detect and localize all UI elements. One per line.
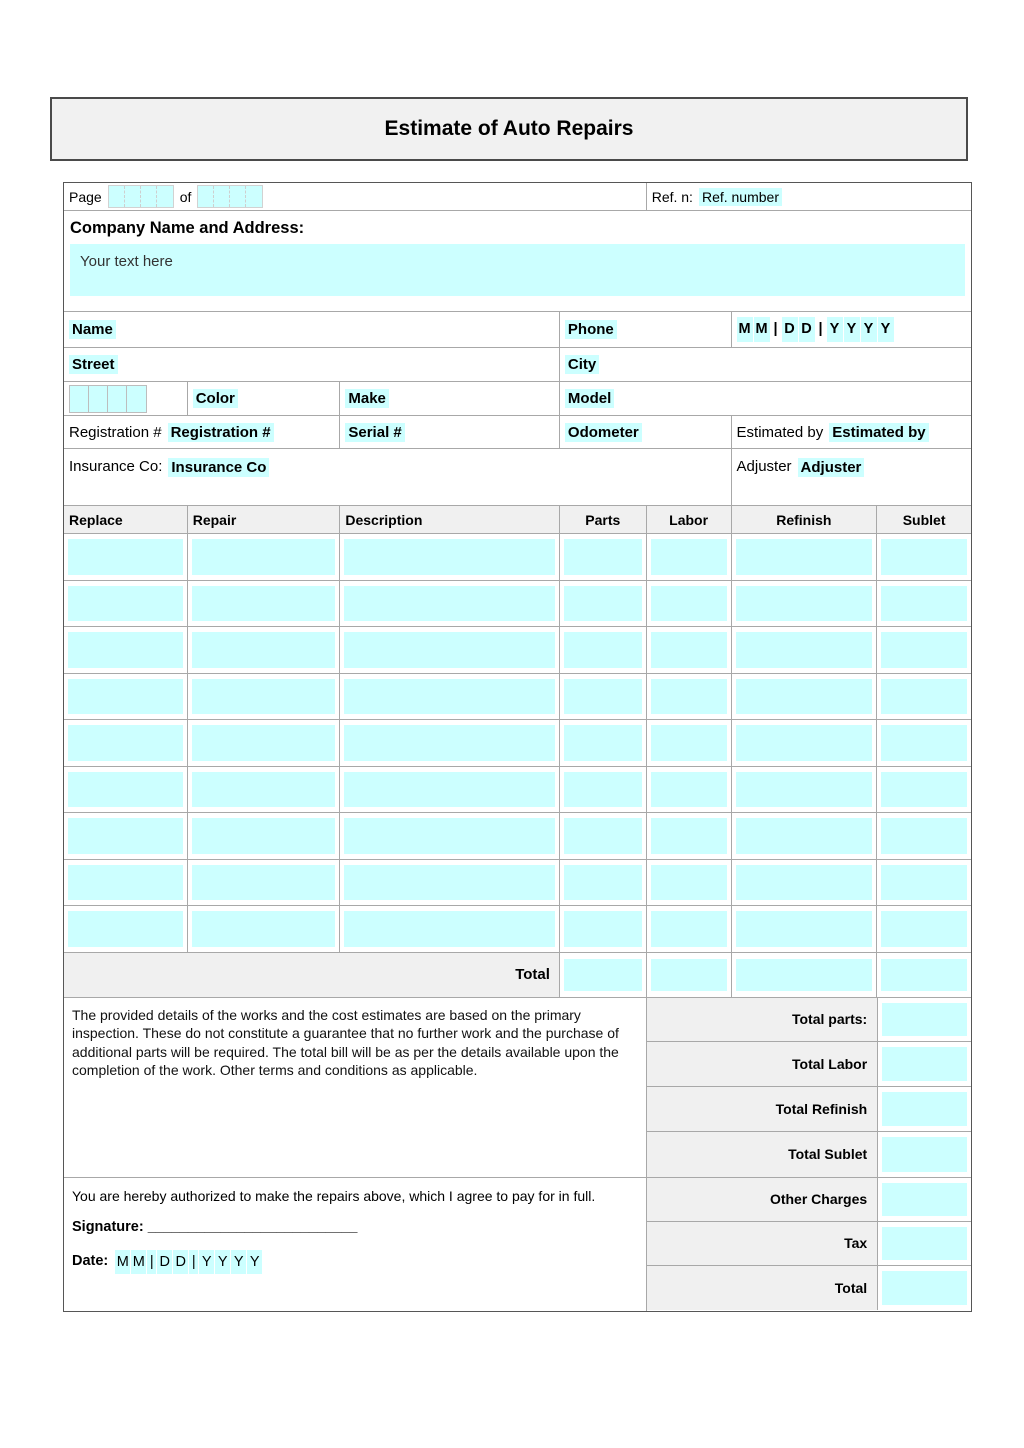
description-input[interactable] xyxy=(344,725,555,761)
description-cell xyxy=(340,813,560,859)
registration-field[interactable]: Registration # xyxy=(168,423,274,442)
total-labor-value-cell xyxy=(877,1042,971,1086)
column-header-repair: Repair xyxy=(188,506,341,533)
replace-input[interactable] xyxy=(68,679,183,715)
description-cell xyxy=(340,627,560,673)
total-parts-value-cell xyxy=(877,998,971,1042)
description-cell xyxy=(340,860,560,906)
city-field[interactable]: City xyxy=(565,355,599,374)
total-labor-field[interactable] xyxy=(882,1047,967,1081)
repair-cell xyxy=(188,860,341,906)
sublet-cell xyxy=(877,767,971,813)
insurance-row xyxy=(64,449,971,506)
refinish-input[interactable] xyxy=(736,818,873,854)
date-label: Date: xyxy=(72,1253,109,1270)
estimate-table-row xyxy=(64,813,971,860)
replace-cell xyxy=(64,534,188,580)
total-sublet-field[interactable] xyxy=(882,1137,967,1172)
company-section xyxy=(64,211,971,311)
phone-field[interactable]: Phone xyxy=(565,320,617,339)
page-total-cell[interactable] xyxy=(246,186,262,207)
registration-cell xyxy=(64,416,340,448)
sublet-input[interactable] xyxy=(881,632,967,668)
total-parts-cell xyxy=(560,953,647,997)
replace-cell xyxy=(64,581,188,627)
labor-input[interactable] xyxy=(651,586,727,622)
color-cell xyxy=(188,382,341,415)
totals-row xyxy=(647,1042,971,1087)
description-input[interactable] xyxy=(344,772,555,808)
replace-input[interactable] xyxy=(68,772,183,808)
repair-cell xyxy=(188,581,341,627)
labor-cell xyxy=(647,674,732,720)
labor-cell xyxy=(647,906,732,952)
date-char-cell[interactable]: D xyxy=(799,317,815,342)
labor-input[interactable] xyxy=(651,725,727,761)
ref-number-section xyxy=(647,183,971,210)
sublet-cell xyxy=(877,674,971,720)
parts-cell xyxy=(560,534,647,580)
labor-input[interactable] xyxy=(651,679,727,715)
registration-row xyxy=(64,416,971,449)
labor-cell xyxy=(647,813,732,859)
page-total-cell[interactable] xyxy=(214,186,230,207)
refinish-cell xyxy=(732,860,878,906)
repair-input[interactable] xyxy=(192,772,336,808)
page-number-section xyxy=(64,183,647,210)
odometer-field[interactable]: Odometer xyxy=(565,423,642,442)
labor-input[interactable] xyxy=(651,632,727,668)
totals-row xyxy=(647,1087,971,1132)
repair-cell xyxy=(188,534,341,580)
sublet-cell xyxy=(877,813,971,859)
registration-label: Registration # xyxy=(69,423,162,441)
estimate-table-row xyxy=(64,906,971,953)
column-header-replace: Replace xyxy=(64,506,188,533)
total-row-label: Total xyxy=(64,953,560,997)
sublet-cell xyxy=(877,581,971,627)
description-input[interactable] xyxy=(344,679,555,715)
year-field[interactable] xyxy=(69,385,147,413)
estimate-date-cell xyxy=(732,312,971,347)
parts-cell xyxy=(560,581,647,627)
sublet-cell xyxy=(877,720,971,766)
serial-cell xyxy=(340,416,560,448)
date-char-cell[interactable]: M xyxy=(115,1250,130,1274)
year-digit-cell[interactable] xyxy=(70,386,89,412)
labor-input[interactable] xyxy=(651,865,727,901)
description-input[interactable] xyxy=(344,911,555,947)
repair-input[interactable] xyxy=(192,818,336,854)
parts-input[interactable] xyxy=(564,632,642,668)
sublet-input[interactable] xyxy=(881,818,967,854)
labor-input[interactable] xyxy=(651,818,727,854)
grand-total-value-cell xyxy=(877,1266,971,1310)
refinish-input[interactable] xyxy=(736,725,873,761)
refinish-cell xyxy=(732,534,878,580)
labor-cell xyxy=(647,534,732,580)
vehicle-row xyxy=(64,382,971,416)
estimate-table-row xyxy=(64,674,971,721)
total-sublet-input[interactable] xyxy=(881,959,967,991)
date-char-cell[interactable]: Y xyxy=(861,317,877,342)
repair-input[interactable] xyxy=(192,586,336,622)
signature-label: Signature: xyxy=(72,1218,144,1235)
parts-cell xyxy=(560,906,647,952)
sublet-cell xyxy=(877,906,971,952)
replace-input[interactable] xyxy=(68,632,183,668)
authorization-totals-row xyxy=(64,1178,971,1311)
make-field[interactable]: Make xyxy=(345,389,389,408)
year-cell xyxy=(64,382,188,415)
ref-number-field[interactable]: Ref. number xyxy=(699,188,782,206)
replace-input[interactable] xyxy=(68,586,183,622)
authorization-section xyxy=(64,1178,647,1311)
date-separator: | xyxy=(773,321,778,337)
column-header-parts: Parts xyxy=(560,506,647,533)
description-input[interactable] xyxy=(344,539,555,575)
replace-cell xyxy=(64,674,188,720)
parts-cell xyxy=(560,674,647,720)
date-row xyxy=(72,1250,636,1274)
refinish-cell xyxy=(732,906,878,952)
labor-input[interactable] xyxy=(651,772,727,808)
totals-lower-section xyxy=(647,1178,971,1311)
labor-cell xyxy=(647,720,732,766)
page-number-cell[interactable] xyxy=(109,186,125,207)
date-char-cell[interactable]: D xyxy=(157,1250,172,1274)
estimated-by-label: Estimated by xyxy=(736,423,824,441)
description-input[interactable] xyxy=(344,632,555,668)
sublet-input[interactable] xyxy=(881,586,967,622)
repair-input[interactable] xyxy=(192,632,336,668)
date-char-cell[interactable]: Y xyxy=(844,317,860,342)
date-separator: | xyxy=(189,1250,198,1274)
repair-input[interactable] xyxy=(192,725,336,761)
total-refinish-cell xyxy=(732,953,878,997)
labor-cell xyxy=(647,767,732,813)
replace-cell xyxy=(64,906,188,952)
refinish-input[interactable] xyxy=(736,632,873,668)
page-number-cell[interactable] xyxy=(125,186,141,207)
estimate-table-row xyxy=(64,581,971,628)
replace-cell xyxy=(64,720,188,766)
date-separator: | xyxy=(147,1250,156,1274)
date-char-cell[interactable]: Y xyxy=(878,317,894,342)
refinish-cell xyxy=(732,813,878,859)
total-refinish-label: Total Refinish xyxy=(647,1087,877,1131)
labor-cell xyxy=(647,860,732,906)
name-field[interactable]: Name xyxy=(69,320,116,339)
parts-input[interactable] xyxy=(564,911,642,947)
parts-cell xyxy=(560,627,647,673)
parts-input[interactable] xyxy=(564,772,642,808)
date-char-cell[interactable]: Y xyxy=(231,1250,246,1274)
refinish-cell xyxy=(732,720,878,766)
repair-cell xyxy=(188,627,341,673)
sublet-input[interactable] xyxy=(881,539,967,575)
adjuster-field[interactable]: Adjuster xyxy=(798,458,865,477)
description-cell xyxy=(340,581,560,627)
page-total-field[interactable] xyxy=(197,185,263,208)
estimated-by-cell xyxy=(732,416,971,448)
sublet-cell xyxy=(877,534,971,580)
company-label: Company Name and Address: xyxy=(70,219,305,237)
labor-input[interactable] xyxy=(651,911,727,947)
description-cell xyxy=(340,906,560,952)
date-char-cell[interactable]: Y xyxy=(247,1250,262,1274)
repair-input[interactable] xyxy=(192,539,336,575)
totals-upper-section xyxy=(647,998,971,1177)
total-parts-input[interactable] xyxy=(564,959,642,991)
grand-total-label: Total xyxy=(647,1266,877,1310)
name-phone-row xyxy=(64,312,971,348)
signature-line[interactable]: __________________________ xyxy=(147,1218,358,1235)
of-label: of xyxy=(179,188,192,205)
refinish-cell xyxy=(732,674,878,720)
parts-input[interactable] xyxy=(564,725,642,761)
sublet-cell xyxy=(877,627,971,673)
estimates-table-header xyxy=(64,506,971,534)
estimated-by-field[interactable]: Estimated by xyxy=(829,423,928,442)
date-char-cell[interactable]: M xyxy=(737,317,753,342)
date-char-cell[interactable]: Y xyxy=(215,1250,230,1274)
total-labor-cell xyxy=(647,953,732,997)
terms-totals-row xyxy=(64,998,971,1178)
total-labor-input[interactable] xyxy=(651,959,727,991)
description-cell xyxy=(340,534,560,580)
insurance-cell xyxy=(64,449,732,505)
estimate-table-row xyxy=(64,534,971,581)
date-char-cell[interactable]: M xyxy=(754,317,770,342)
page-label: Page xyxy=(69,188,102,205)
replace-input[interactable] xyxy=(68,539,183,575)
replace-input[interactable] xyxy=(68,725,183,761)
sublet-input[interactable] xyxy=(881,911,967,947)
estimate-table-row xyxy=(64,627,971,674)
parts-cell xyxy=(560,860,647,906)
replace-input[interactable] xyxy=(68,911,183,947)
adjuster-label: Adjuster xyxy=(736,458,792,475)
totals-row xyxy=(647,1132,971,1177)
page-number-cell[interactable] xyxy=(157,186,173,207)
sublet-input[interactable] xyxy=(881,725,967,761)
model-cell xyxy=(560,382,971,415)
column-header-labor: Labor xyxy=(647,506,732,533)
page-number-cell[interactable] xyxy=(141,186,157,207)
refinish-cell xyxy=(732,581,878,627)
parts-input[interactable] xyxy=(564,679,642,715)
totals-row xyxy=(647,998,971,1043)
sublet-input[interactable] xyxy=(881,679,967,715)
replace-cell xyxy=(64,813,188,859)
repair-cell xyxy=(188,906,341,952)
other-charges-field[interactable] xyxy=(882,1183,967,1216)
repair-cell xyxy=(188,674,341,720)
signature-date-field[interactable] xyxy=(115,1250,263,1274)
labor-input[interactable] xyxy=(651,539,727,575)
make-cell xyxy=(340,382,560,415)
description-cell xyxy=(340,674,560,720)
year-digit-cell[interactable] xyxy=(89,386,108,412)
sublet-input[interactable] xyxy=(881,772,967,808)
column-header-description: Description xyxy=(340,506,560,533)
column-header-refinish: Refinish xyxy=(732,506,878,533)
description-cell xyxy=(340,720,560,766)
estimate-table-row xyxy=(64,767,971,814)
city-cell xyxy=(560,348,971,381)
refinish-cell xyxy=(732,767,878,813)
refinish-input[interactable] xyxy=(736,539,873,575)
page-total-cell[interactable] xyxy=(230,186,246,207)
date-char-cell[interactable]: Y xyxy=(199,1250,214,1274)
name-cell xyxy=(64,312,560,347)
serial-field[interactable]: Serial # xyxy=(345,423,404,442)
refinish-input[interactable] xyxy=(736,911,873,947)
totals-row xyxy=(647,1222,971,1266)
sublet-cell xyxy=(877,860,971,906)
tax-field[interactable] xyxy=(882,1227,967,1260)
estimate-date-field[interactable] xyxy=(737,317,895,342)
refinish-input[interactable] xyxy=(736,586,873,622)
street-field[interactable]: Street xyxy=(69,355,118,374)
date-char-cell[interactable]: D xyxy=(173,1250,188,1274)
insurance-field[interactable]: Insurance Co xyxy=(168,458,269,477)
page-ref-row xyxy=(64,183,971,211)
parts-input[interactable] xyxy=(564,865,642,901)
refinish-input[interactable] xyxy=(736,679,873,715)
model-field[interactable]: Model xyxy=(565,389,614,408)
description-input[interactable] xyxy=(344,865,555,901)
parts-input[interactable] xyxy=(564,539,642,575)
repair-input[interactable] xyxy=(192,679,336,715)
ref-label: Ref. n: xyxy=(651,188,693,205)
adjuster-cell xyxy=(732,449,971,505)
refinish-cell xyxy=(732,627,878,673)
page-number-field[interactable] xyxy=(108,185,174,208)
description-cell xyxy=(340,767,560,813)
parts-cell xyxy=(560,720,647,766)
date-char-cell[interactable]: Y xyxy=(827,317,843,342)
estimate-table-row xyxy=(64,720,971,767)
parts-input[interactable] xyxy=(564,586,642,622)
parts-input[interactable] xyxy=(564,818,642,854)
date-char-cell[interactable]: M xyxy=(131,1250,146,1274)
sublet-input[interactable] xyxy=(881,865,967,901)
authorization-text: You are hereby authorized to make the repairs above, which I agree to pay for in full. xyxy=(72,1187,596,1204)
total-sublet-value-cell xyxy=(877,1132,971,1177)
tax-value-cell xyxy=(877,1222,971,1265)
phone-cell xyxy=(560,312,732,347)
refinish-input[interactable] xyxy=(736,772,873,808)
total-parts-field[interactable] xyxy=(882,1003,967,1037)
terms-text: The provided details of the works and the cost estimates are based on the primary inspection. These do not constitute a guarantee that no further work and the purchase of additional parts will be required. The total bill will be as per the details available upon the completion of the work. Other terms and conditions as applicable. xyxy=(64,998,647,1177)
other-charges-label: Other Charges xyxy=(647,1178,877,1221)
color-field[interactable]: Color xyxy=(193,389,238,408)
repair-input[interactable] xyxy=(192,865,336,901)
year-digit-cell[interactable] xyxy=(108,386,127,412)
total-parts-label: Total parts: xyxy=(647,998,877,1042)
replace-input[interactable] xyxy=(68,818,183,854)
replace-input[interactable] xyxy=(68,865,183,901)
replace-cell xyxy=(64,767,188,813)
labor-cell xyxy=(647,627,732,673)
replace-cell xyxy=(64,860,188,906)
repair-cell xyxy=(188,813,341,859)
total-refinish-field[interactable] xyxy=(882,1092,967,1126)
table-total-row xyxy=(64,953,971,998)
parts-cell xyxy=(560,767,647,813)
date-separator: | xyxy=(818,321,823,337)
column-header-sublet: Sublet xyxy=(877,506,971,533)
company-row xyxy=(64,211,971,312)
repair-cell xyxy=(188,720,341,766)
replace-cell xyxy=(64,627,188,673)
labor-cell xyxy=(647,581,732,627)
odometer-cell xyxy=(560,416,732,448)
total-refinish-input[interactable] xyxy=(736,959,873,991)
date-char-cell[interactable]: D xyxy=(782,317,798,342)
refinish-input[interactable] xyxy=(736,865,873,901)
form-title-box xyxy=(50,97,968,161)
street-city-row xyxy=(64,348,971,382)
year-digit-cell[interactable] xyxy=(127,386,146,412)
company-address-input[interactable]: Your text here xyxy=(70,244,965,296)
estimate-form xyxy=(63,182,972,1312)
total-labor-label: Total Labor xyxy=(647,1042,877,1086)
signature-row xyxy=(72,1218,636,1237)
tax-label: Tax xyxy=(647,1222,877,1265)
page-total-cell[interactable] xyxy=(198,186,214,207)
other-charges-value-cell xyxy=(877,1178,971,1221)
parts-cell xyxy=(560,813,647,859)
street-cell xyxy=(64,348,560,381)
total-sublet-label: Total Sublet xyxy=(647,1132,877,1177)
estimate-table-row xyxy=(64,860,971,907)
insurance-label: Insurance Co: xyxy=(69,458,163,475)
grand-total-field[interactable] xyxy=(882,1271,967,1305)
description-input[interactable] xyxy=(344,586,555,622)
totals-row xyxy=(647,1266,971,1310)
page-title: Estimate of Auto Repairs xyxy=(384,117,634,140)
repair-cell xyxy=(188,767,341,813)
totals-row xyxy=(647,1178,971,1222)
description-input[interactable] xyxy=(344,818,555,854)
total-sublet-cell xyxy=(877,953,971,997)
repair-input[interactable] xyxy=(192,911,336,947)
total-refinish-value-cell xyxy=(877,1087,971,1131)
